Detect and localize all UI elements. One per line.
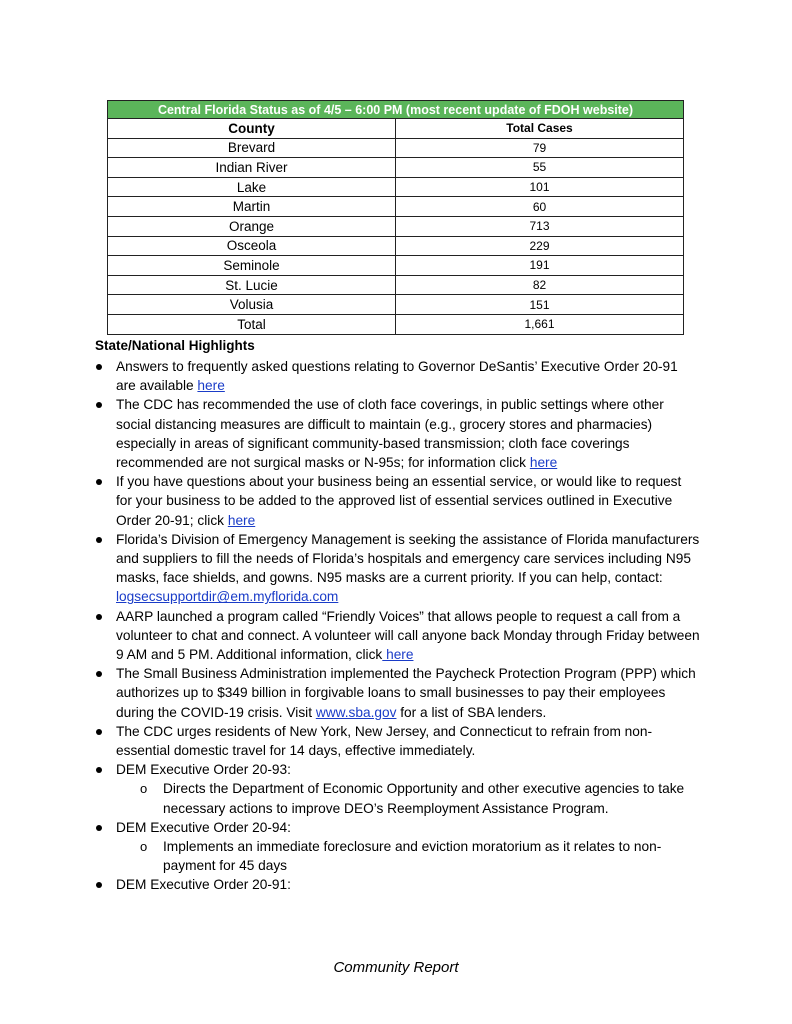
list-item bbox=[95, 357, 700, 395]
cdc-face-coverings-link[interactable]: here bbox=[529, 455, 558, 471]
county-column-header: County bbox=[108, 119, 396, 139]
county-cell: Indian River bbox=[108, 158, 396, 178]
list-item bbox=[95, 722, 700, 760]
table-row bbox=[108, 177, 684, 197]
table-banner-row bbox=[108, 101, 684, 119]
list-item-text: The CDC urges residents of New York, New Jersey, and Connecticut to refrain from non-essential domestic travel for 14 days, effective immediately. bbox=[116, 723, 653, 759]
list-item-text: The CDC has recommended the use of cloth face coverings, in public settings where other social distancing measures are difficult to maintain (e.g., grocery stores and pharmacies) especially in areas of significant community-based transmission; cloth face coverings recommended are not surgical masks or N-95s; for information click bbox=[116, 397, 664, 471]
county-cell: Lake bbox=[108, 177, 396, 197]
list-item bbox=[95, 875, 700, 894]
county-cell: St. Lucie bbox=[108, 275, 396, 295]
table-row bbox=[108, 275, 684, 295]
cases-cell: 101 bbox=[396, 177, 684, 197]
list-item bbox=[95, 664, 700, 722]
list-item bbox=[95, 395, 700, 472]
table-row bbox=[108, 256, 684, 276]
county-cell: Orange bbox=[108, 216, 396, 236]
cases-cell: 229 bbox=[396, 236, 684, 256]
list-item bbox=[95, 607, 700, 665]
page-footer: Community Report bbox=[333, 959, 459, 976]
table-banner: Central Florida Status as of 4/5 – 6:00 PM (most recent update of FDOH website) bbox=[108, 101, 684, 119]
aarp-friendly-voices-link[interactable]: here bbox=[382, 647, 414, 663]
list-item-text: Answers to frequently asked questions relating to Governor DeSantis’ Executive Order 20-91 are available bbox=[116, 359, 678, 394]
cases-cell: 82 bbox=[396, 275, 684, 295]
sub-list bbox=[116, 779, 700, 817]
county-cell: Osceola bbox=[108, 236, 396, 256]
table-row bbox=[108, 295, 684, 315]
sub-list-item: o Directs the Department of Economic Opportunity and other executive agencies to take necessary actions to improve DEO’s Reemployment Assistance Program. bbox=[116, 779, 700, 817]
list-item-text: Florida’s Division of Emergency Management is seeking the assistance of Florida manufacturers and suppliers to fill the needs of Florida’s hospitals and emergency care services including N95 masks, face shields, and gowns. N95 masks are a current priority. If you can help, contact: bbox=[116, 531, 700, 586]
list-item-text: DEM Executive Order 20-91: bbox=[116, 877, 291, 893]
cases-cell: 79 bbox=[396, 138, 684, 158]
section-heading: State/National Highlights bbox=[95, 338, 255, 353]
cases-cell: 60 bbox=[396, 197, 684, 217]
list-item-text: DEM Executive Order 20-93: bbox=[116, 762, 291, 778]
total-label-cell: Total bbox=[108, 314, 396, 334]
sub-list bbox=[116, 837, 700, 875]
highlights-list bbox=[95, 357, 700, 895]
table-total-row bbox=[108, 314, 684, 334]
sub-list-item: o Implements an immediate foreclosure and eviction moratorium as it relates to non-payment for 45 days bbox=[116, 837, 700, 875]
list-item bbox=[95, 530, 700, 607]
county-cell: Seminole bbox=[108, 256, 396, 276]
list-item bbox=[95, 472, 700, 530]
sba-website-link[interactable]: www.sba.gov bbox=[315, 704, 397, 720]
cases-cell: 713 bbox=[396, 216, 684, 236]
list-item-text: AARP launched a program called “Friendly Voices” that allows people to request a call from a volunteer to chat and connect. A volunteer will call anyone back Monday through Friday between 9 AM and 5 PM. Additional information, click bbox=[116, 608, 700, 663]
list-item-text: The Small Business Administration implemented the Paycheck Protection Program (PPP) which authorizes up to $349 billion in forgivable loans to small businesses to pay their employees during the COVID-19 crisis. Visit bbox=[116, 666, 696, 720]
list-item-text-after: for a list of SBA lenders. bbox=[396, 704, 547, 720]
cases-column-header: Total Cases bbox=[396, 119, 684, 139]
table-row bbox=[108, 138, 684, 158]
logistics-email-link[interactable]: logsecsupportdir@em.myflorida.com bbox=[116, 589, 339, 605]
faq-link[interactable]: here bbox=[197, 378, 225, 394]
table-header-row bbox=[108, 119, 684, 139]
table-row bbox=[108, 236, 684, 256]
table-row bbox=[108, 216, 684, 236]
table-row bbox=[108, 197, 684, 217]
list-item bbox=[95, 818, 700, 876]
cases-cell: 191 bbox=[396, 256, 684, 276]
cases-cell: 55 bbox=[396, 158, 684, 178]
county-cell: Martin bbox=[108, 197, 396, 217]
total-cases-cell: 1,661 bbox=[396, 314, 684, 334]
cases-cell: 151 bbox=[396, 295, 684, 315]
table-row bbox=[108, 158, 684, 178]
essential-services-link[interactable]: here bbox=[227, 512, 256, 528]
list-item bbox=[95, 760, 700, 818]
county-status-table bbox=[107, 100, 684, 335]
county-cell: Volusia bbox=[108, 295, 396, 315]
list-item-text: DEM Executive Order 20-94: bbox=[116, 819, 291, 835]
county-cell: Brevard bbox=[108, 138, 396, 158]
list-item-text: If you have questions about your business being an essential service, or would like to request for your business to be added to the approved list of essential services outlined in Executive Order 20-91; click bbox=[116, 474, 682, 528]
